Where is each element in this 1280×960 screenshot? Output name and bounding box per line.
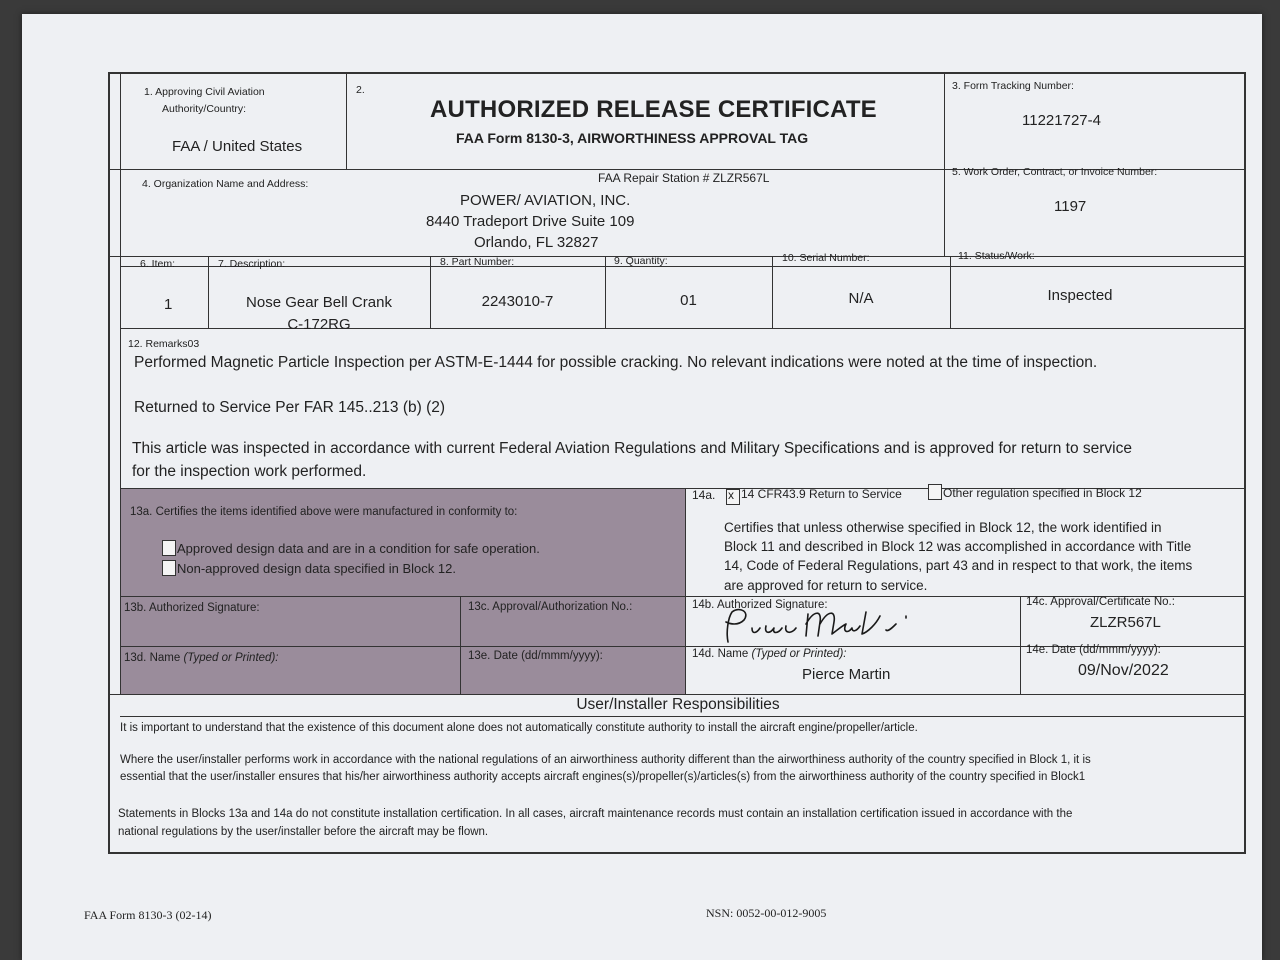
description-line2: C-172RG xyxy=(287,316,351,333)
block14e-label: 14e. Date (dd/mmm/yyyy): xyxy=(1026,644,1161,656)
quantity-value: 01 xyxy=(680,292,697,309)
quantity-header: 9. Quantity: xyxy=(614,255,668,267)
block1-label-line1: 1. Approving Civil Aviation xyxy=(144,86,265,98)
block14d-label-italic: (Typed or Printed): xyxy=(751,648,847,660)
item-value: 1 xyxy=(164,296,173,313)
other-regulation-checkbox[interactable] xyxy=(928,484,942,500)
approval-certificate-value: ZLZR567L xyxy=(1090,614,1161,631)
printed-name-value: Pierce Martin xyxy=(802,666,891,683)
description-line1: Nose Gear Bell Crank xyxy=(246,294,392,311)
description-header: 7. Description: xyxy=(218,258,286,270)
block5-label: 5. Work Order, Contract, or Invoice Number: xyxy=(952,166,1158,178)
certificate-form xyxy=(108,72,1246,854)
block13a-option-approved[interactable] xyxy=(162,540,540,556)
block13d-label-prefix: 13d. Name xyxy=(124,652,184,664)
remarks-line2: Returned to Service Per FAR 145..213 (b) (2) xyxy=(134,399,446,416)
organization-city: Orlando, FL 32827 xyxy=(474,234,599,251)
item-header: 6. Item: xyxy=(140,258,176,270)
block13b-label: 13b. Authorized Signature: xyxy=(124,602,260,614)
block3-label: 3. Form Tracking Number: xyxy=(952,80,1074,92)
part-number-value: 2243010-7 xyxy=(481,293,554,310)
serial-number-header: 10. Serial Number: xyxy=(782,252,870,264)
block14a-text-line2: Block 11 and described in Block 12 was accomplished in accordance with Title xyxy=(724,539,1192,554)
block14d-label-prefix: 14d. Name xyxy=(692,648,752,660)
non-approved-design-checkbox[interactable] xyxy=(162,560,176,576)
block14a-option-cfr[interactable] xyxy=(726,487,902,505)
status-work-value: Inspected xyxy=(1047,287,1113,304)
cfr-43-9-text: 14 CFR43.9 Return to Service xyxy=(741,487,902,501)
certificate-paper xyxy=(22,14,1262,960)
block14b-label: 14b. Authorized Signature: xyxy=(692,599,828,611)
authorized-signature xyxy=(710,604,920,648)
part-number-header: 8. Part Number: xyxy=(440,256,515,268)
cfr-43-9-checkbox[interactable] xyxy=(726,489,740,505)
block14a-option-other[interactable] xyxy=(928,484,1142,500)
responsibilities-paragraph2-line1: Where the user/installer performs work in accordance with the national regulations of an airworthiness authority different than the airworthiness authority of the country specified in Block 1, it is xyxy=(120,754,1091,766)
block14a-label: 14a. xyxy=(692,488,716,502)
form-identifier: FAA Form 8130-3 (02-14) xyxy=(84,908,212,922)
responsibilities-paragraph2-line2: essential that the user/installer ensures that his/her airworthiness authority accepts aircraft engines(s)/propeller(s)/articles(s) from the airworthiness authority of the country specified in Block1 xyxy=(120,771,1086,783)
block13a-option-nonapproved[interactable] xyxy=(162,560,456,576)
remarks-line4: for the inspection work performed. xyxy=(132,463,367,480)
remarks-line1: Performed Magnetic Particle Inspection per ASTM-E-1444 for possible cracking. No relevant indications were noted at the time of inspection. xyxy=(134,354,1098,371)
block13d-label-italic: (Typed or Printed): xyxy=(183,652,279,664)
block14c-label: 14c. Approval/Certificate No.: xyxy=(1026,596,1175,608)
block14a-text-line1: Certifies that unless otherwise specified in Block 12, the work identified in xyxy=(724,520,1162,535)
serial-number-value: N/A xyxy=(848,290,874,307)
certificate-title: AUTHORIZED RELEASE CERTIFICATE xyxy=(430,96,877,123)
remarks-line3: This article was inspected in accordance with current Federal Aviation Regulations and Military Specifications and is approved for return to service xyxy=(132,440,1132,457)
organization-street: 8440 Tradeport Drive Suite 109 xyxy=(426,213,635,230)
block2-label: 2. xyxy=(356,84,365,96)
certificate-subtitle: FAA Form 8130-3, AIRWORTHINESS APPROVAL TAG xyxy=(456,130,809,146)
responsibilities-paragraph3-line1: Statements in Blocks 13a and 14a do not constitute installation certification. In all cases, aircraft maintenance records must contain an installation certification issued in accordance with the xyxy=(118,808,1073,820)
repair-station-number: FAA Repair Station # ZLZR567L xyxy=(598,171,770,185)
block1-label-line2: Authority/Country: xyxy=(162,103,247,115)
block14a-text-line3: 14, Code of Federal Regulations, part 43 and in respect to that work, the items xyxy=(724,558,1193,573)
approved-design-text: Approved design data and are in a condition for safe operation. xyxy=(177,541,540,556)
remarks-label: 12. Remarks03 xyxy=(128,338,200,350)
date-value: 09/Nov/2022 xyxy=(1078,662,1169,679)
organization-name: POWER/ AVIATION, INC. xyxy=(460,192,631,209)
tracking-number-value: 11221727-4 xyxy=(1022,112,1101,129)
approving-authority-value: FAA / United States xyxy=(172,138,303,155)
block13e-label: 13e. Date (dd/mmm/yyyy): xyxy=(468,650,603,662)
status-work-header: 11. Status/Work: xyxy=(958,250,1035,262)
block4-label: 4. Organization Name and Address: xyxy=(142,178,309,190)
block13a-label: 13a. Certifies the items identified above were manufactured in conformity to: xyxy=(130,506,518,518)
block14a-text-line4: are approved for return to service. xyxy=(724,578,928,593)
non-approved-design-text: Non-approved design data specified in Block 12. xyxy=(177,561,456,576)
nsn-number: NSN: 0052-00-012-9005 xyxy=(706,906,827,920)
responsibilities-paragraph1: It is important to understand that the existence of this document alone does not automatically constitute authority to install the aircraft engine/propeller/article. xyxy=(120,722,918,734)
approved-design-checkbox[interactable] xyxy=(162,540,176,556)
responsibilities-heading: User/Installer Responsibilities xyxy=(576,696,780,713)
block14d-label xyxy=(692,648,846,660)
work-order-value: 1197 xyxy=(1054,198,1087,215)
responsibilities-paragraph3-line2: national regulations by the user/installer before the aircraft may be flown. xyxy=(118,826,489,838)
other-regulation-text: Other regulation specified in Block 12 xyxy=(943,486,1142,500)
block13d-label xyxy=(124,652,278,664)
block13c-label: 13c. Approval/Authorization No.: xyxy=(468,601,633,613)
